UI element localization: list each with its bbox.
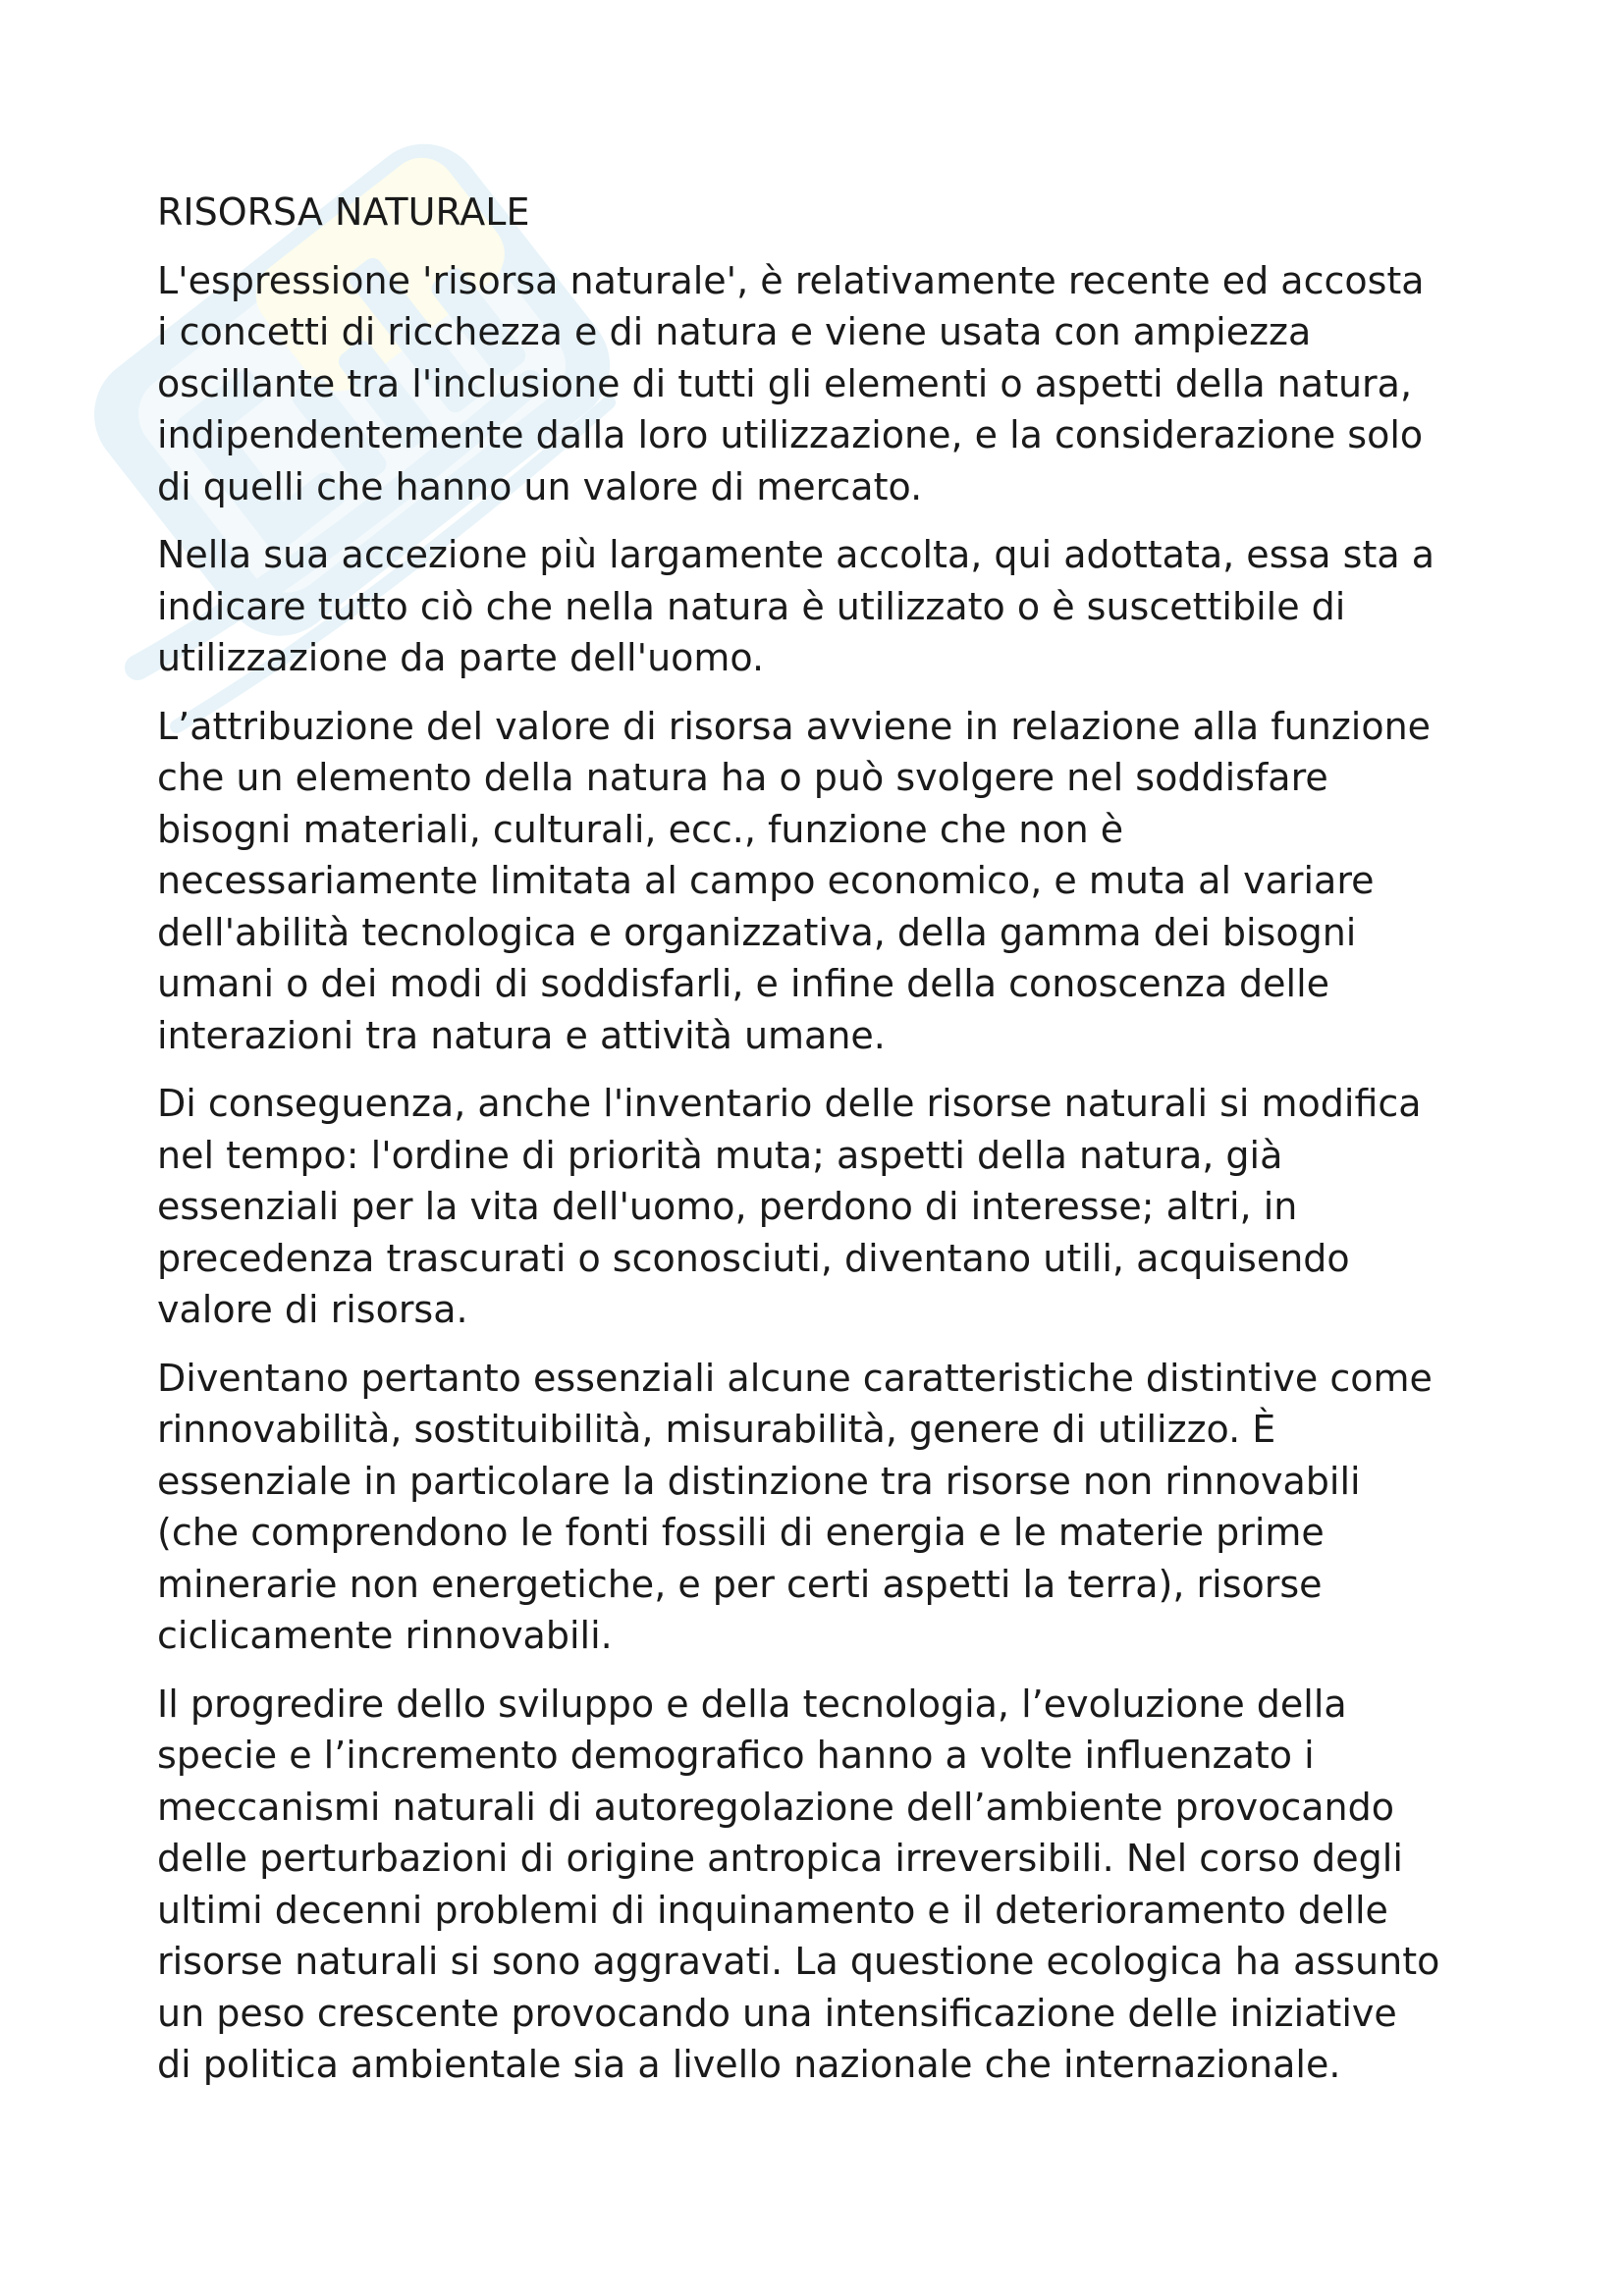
paragraph-1: L'espressione 'risorsa naturale', è relativamente recente ed accosta i concetti di ricchezza e di natura e viene usata con ampiezza oscillante tra l'inclusione di tutti gli elementi o aspetti della natura, indipendentemente dalla loro utilizzazione, e la considerazione solo di quelli che hanno un valore di mercato.: [157, 258, 1425, 508]
paragraph-3: L’attribuzione del valore di risorsa avviene in relazione alla funzione che un elemento della natura ha o può svolgere nel soddisfare bisogni materiali, culturali, ecc., funzione che non è necessariamente limitata al campo economico, e muta al variare dell'abilità tecnologica e organizzativa, della gamma dei bisogni umani o dei modi di soddisfarli, e infine della conoscenza delle interazioni tra natura e attività umane.: [157, 704, 1432, 1057]
paragraph-4: Di conseguenza, anche l'inventario delle risorse naturali si modifica nel tempo: l'ordine di priorità muta; aspetti della natura, già essenziali per la vita dell'uomo, perdono di interesse; altri, in precedenza trascurati o sconosciuti, diventano utili, acquisendo valore di risorsa.: [157, 1082, 1422, 1331]
document-body: [157, 187, 1492, 2108]
paragraph-5: Diventano pertanto essenziali alcune caratteristiche distintive come rinnovabilità, sostituibilità, misurabilità, genere di utilizzo. È essenziale in particolare la distinzione tra risorse non rinnovabili (che comprendono le fonti fossili di energia e le materie prime minerarie non energetiche, e per certi aspetti la terra), risorse ciclicamente rinnovabili.: [157, 1356, 1433, 1657]
paragraph-2: Nella sua accezione più largamente accolta, qui adottata, essa sta a indicare tutto ciò che nella natura è utilizzato o è suscettibile di utilizzazione da parte dell'uomo.: [157, 533, 1434, 679]
document-title: RISORSA NATURALE: [157, 190, 530, 234]
paragraph-6: Il progredire dello sviluppo e della tecnologia, l’evoluzione della specie e l’incremento demografico hanno a volte influenzato i meccanismi naturali di autoregolazione dell’ambiente provocando delle perturbazioni di origine antropica irreversibili. Nel corso degli ultimi decenni problemi di inquinamento e il deterioramento delle risorse naturali si sono aggravati. La questione ecologica ha assunto un peso crescente provocando una intensificazione delle iniziative di politica ambientale sia a livello nazionale che internazionale.: [157, 1682, 1440, 2086]
